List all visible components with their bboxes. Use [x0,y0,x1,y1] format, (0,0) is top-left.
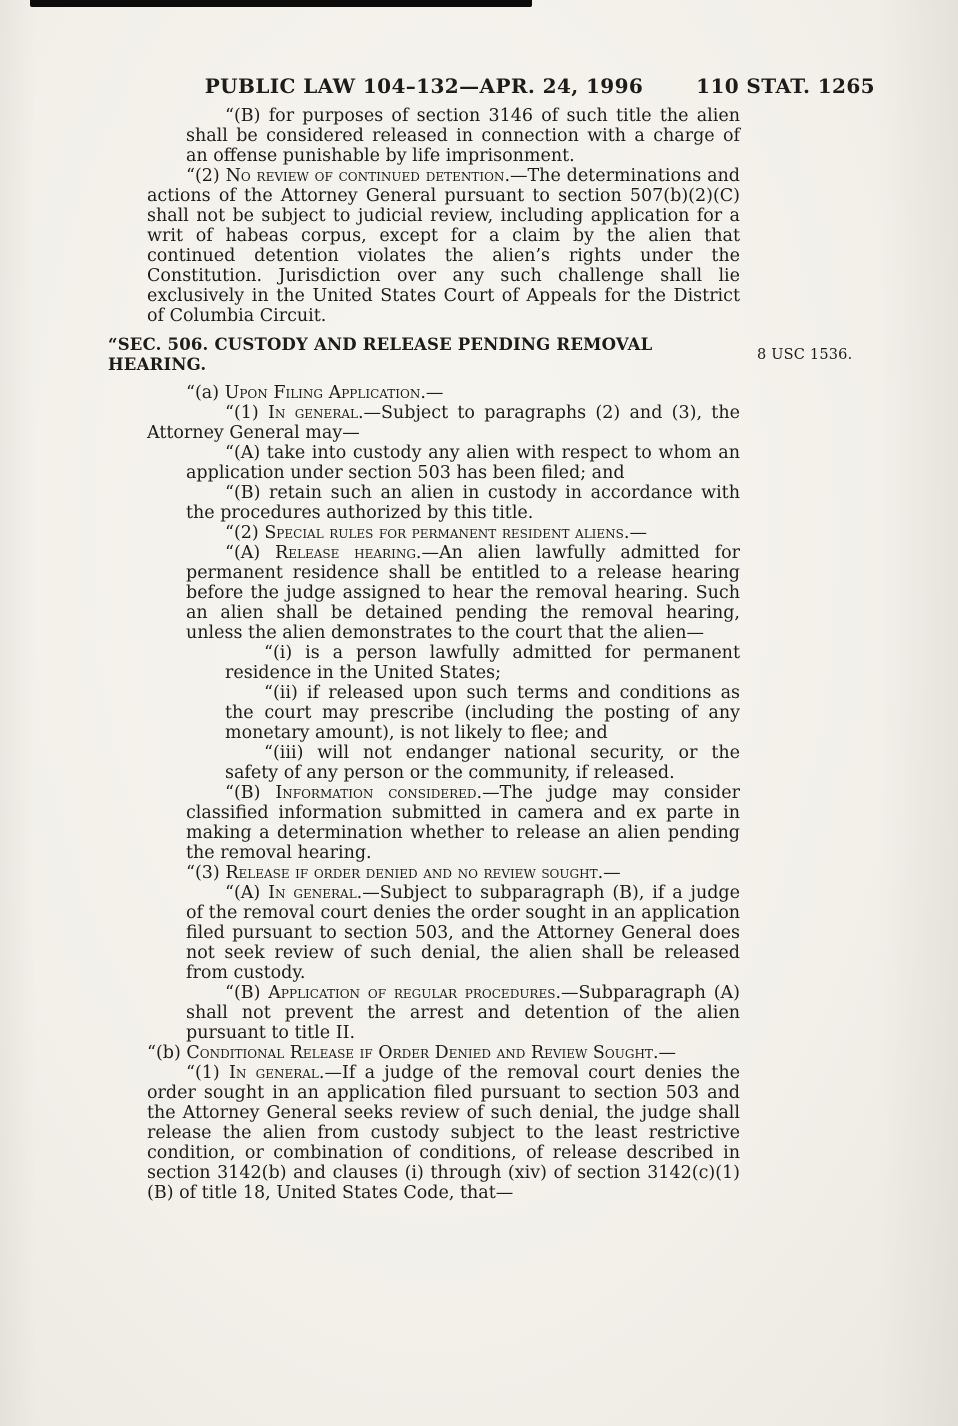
section-heading [108,335,740,375]
text-run: .— [652,1043,677,1063]
statute-paragraph [108,483,740,523]
text-run: “(iii) will not endanger national security, or the safety of any person or the community, if released. [225,743,740,783]
statute-paragraph [108,1063,740,1203]
text-run: .— [420,383,444,403]
statute-paragraph [108,383,740,403]
statute-paragraph [108,1043,740,1063]
text-run: “(A) [225,883,269,903]
text-run: “(2) [186,166,226,186]
running-header-stat-page: 110 STAT. 1265 [696,74,875,98]
statute-paragraph [108,166,740,326]
text-run: .—The judge may consider classified information submitted in camera and ex parte in making a determination whether to release an alien pending the removal hearing. [186,783,740,863]
statute-paragraph [108,683,740,743]
text-run: .— [597,863,621,883]
small-caps-run: Information considered [275,783,477,803]
statute-paragraph [108,883,740,983]
text-run: .—Subject to subparagraph (B), if a judge of the removal court denies the order sought in an application filed pursuant to section 503, and the Attorney General does not seek review of such denial, the alien shall be released from custody. [186,883,740,983]
text-run: “(B) [225,983,269,1003]
text-run: “(2) [225,523,265,543]
statute-body [108,106,740,1203]
text-run: “(B) [225,783,276,803]
small-caps-run: In general [268,403,358,423]
statute-paragraph [108,443,740,483]
text-run: “(1) [186,1063,229,1083]
text-run: .—Subparagraph (A) shall not prevent the arrest and detention of the alien pursuant to title II. [186,983,740,1043]
statute-paragraph [108,863,740,883]
text-run: “(1) [225,403,269,423]
small-caps-run: Release hearing [275,543,416,563]
statute-paragraph [108,106,740,166]
small-caps-run: Conditional Release if Order Denied and Review Sought [186,1043,653,1063]
scan-edge-shade-right [878,0,958,1426]
text-run: “(i) is a person lawfully admitted for permanent residence in the United States; [225,643,740,683]
text-run: “(B) for purposes of section 3146 of such title the alien shall be considered released in connection with a charge of an offense punishable by life imprisonment. [186,106,740,166]
text-run: “SEC. 506. CUSTODY AND RELEASE PENDING REMOVAL HEARING. [108,335,653,374]
statute-paragraph [108,643,740,683]
scan-artifact-top-strip [30,0,532,7]
statute-paragraph [108,523,740,543]
statute-paragraph [108,983,740,1043]
scan-edge-shade-left [0,0,36,1426]
small-caps-run: No review of continued detention [225,166,505,186]
statute-paragraph [108,543,740,643]
text-run: “(a) [186,383,225,403]
statute-paragraph [108,743,740,783]
small-caps-run: Special rules for permanent resident aliens [264,523,624,543]
text-run: “(b) [147,1043,187,1063]
small-caps-run: In general [228,1063,319,1083]
text-run: “(A) take into custody any alien with respect to whom an application under section 503 has been filed; and [186,443,740,483]
text-run: “(A) [225,543,276,563]
running-header [108,74,875,100]
text-run: .— [623,523,647,543]
statute-paragraph [108,783,740,863]
small-caps-run: Upon Filing Application [224,383,421,403]
small-caps-run: Release if order denied and no review sought [225,863,598,883]
text-run: .—If a judge of the removal court denies the order sought in an application filed pursuant to section 503 and the Attorney General seeks review of such denial, the judge shall release the alien from custody subject to the least restrictive condition, or combination of conditions, of release described in section 3142(b) and clauses (i) through (xiv) of section 3142(c)(1)(B) of title 18, United States Code, that— [147,1063,740,1203]
running-header-law-title: PUBLIC LAW 104–132—APR. 24, 1996 [204,74,644,98]
text-run: “(B) retain such an alien in custody in accordance with the procedures authorized by this title. [186,483,740,523]
statute-paragraph [108,403,740,443]
text-run: “(3) [186,863,226,883]
text-run: “(ii) if released upon such terms and conditions as the court may prescribe (including the posting of any monetary amount), is not likely to flee; and [225,683,740,743]
small-caps-run: In general [268,883,357,903]
text-run: .—The determinations and actions of the Attorney General pursuant to section 507(b)(2)(C) shall not be subject to judicial review, including application for a writ of habeas corpus, except for a claim by the alien that continued detention violates the alien’s rights under the Constitution. Jurisdiction over any such challenge shall lie exclusively in the United States Court of Appeals for the District of Columbia Circuit. [147,166,740,326]
text-run: .—An alien lawfully admitted for permanent residence shall be entitled to a release hearing before the judge assigned to hear the removal hearing. Such an alien shall be detained pending the removal hearing, unless the alien demonstrates to the court that the alien— [186,543,740,643]
text-run: .—Subject to paragraphs (2) and (3), the Attorney General may— [147,403,740,443]
small-caps-run: Application of regular procedures [268,983,556,1003]
uscode-margin-note: 8 USC 1536. [757,347,853,363]
